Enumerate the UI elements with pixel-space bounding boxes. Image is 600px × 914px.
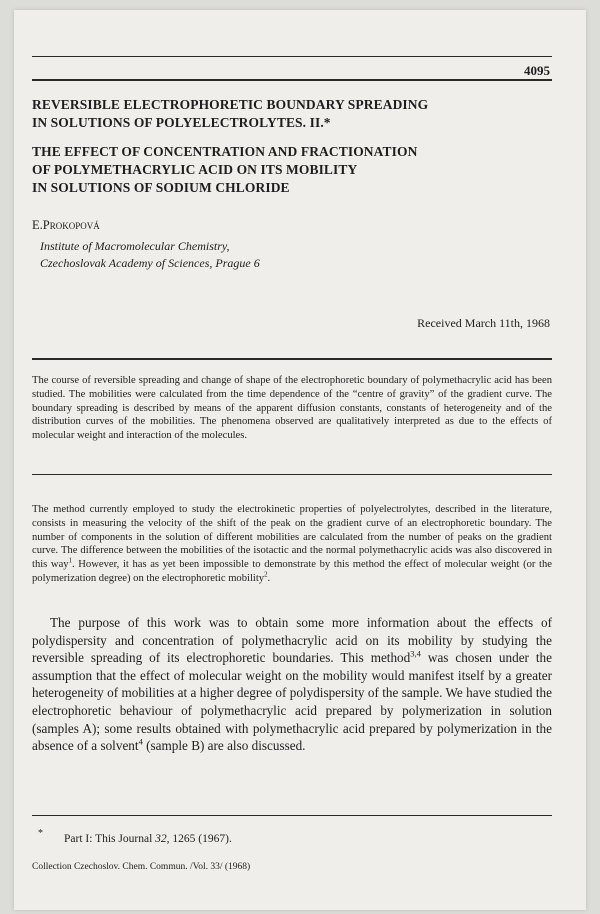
abstract-top-rule bbox=[32, 358, 552, 360]
author-name: E.Prokopová bbox=[32, 218, 100, 232]
author-affiliation: Institute of Macromolecular Chemistry, Czechoslovak Academy of Sciences, Prague 6 bbox=[40, 239, 260, 270]
subtitle-line: OF POLYMETHACRYLIC ACID ON ITS MOBILITY bbox=[32, 162, 358, 177]
abstract-text: The course of reversible spreading and change of shape of the electrophoretic boundary of polymethacrylic acid has been studied. The mobilities were calculated from the time dependence of the “centre of gravity” of the gradient curve. The boundary spreading is described by means of the apparent diffusion constants, constants of heterogeneity and of the distribution curves of the mobilities. The phenomena observed are qualitatively interpreted as due to the effects of molecular weight and interaction of the molecules. bbox=[32, 375, 552, 442]
article-subtitle bbox=[32, 143, 552, 197]
footnote-rule bbox=[32, 815, 552, 816]
footnote-mark: * bbox=[38, 828, 43, 839]
abstract-bottom-rule bbox=[32, 474, 552, 475]
header-rule-thick bbox=[32, 79, 552, 81]
title-line: REVERSIBLE ELECTROPHORETIC BOUNDARY SPREADING bbox=[32, 97, 429, 112]
body-paragraph: The purpose of this work was to obtain some more information about the effects of polydispersity and concentration of polymethacrylic acid on its mobility by studying the reversible spreading of its electrophoretic boundaries. This method$^{3,4}$ was chosen under the assumption that the effect of molecular weight on the mobility would manifest itself by a greater heterogeneity of mobilities at a higher degree of polydispersity of the sample. We have studied the electrophoretic behaviour of polymethacrylic acid prepared by polymerization in solution (samples A); some results obtained with polymethacrylic acid prepared by polymerization in the absence of a solvent$^4$ (sample B) are also discussed. bbox=[32, 615, 552, 754]
citation-ref: 4 bbox=[138, 736, 143, 747]
journal-page bbox=[14, 10, 586, 910]
journal-citation: Collection Czechoslov. Chem. Commun. /Vol. 33/ (1968) bbox=[32, 862, 251, 872]
title-line: IN SOLUTIONS OF POLYELECTROLYTES. II.* bbox=[32, 115, 331, 130]
footnote-text: Part I: This Journal 32, 1265 (1967). bbox=[64, 833, 232, 845]
page-number: 4095 bbox=[524, 63, 550, 78]
subtitle-line: THE EFFECT OF CONCENTRATION AND FRACTIONATION bbox=[32, 144, 418, 159]
citation-ref: 1 bbox=[68, 557, 73, 565]
received-date: Received March 11th, 1968 bbox=[417, 316, 550, 330]
intro-paragraph: The method currently employed to study the electrokinetic properties of polyelectrolytes, described in the literature, consists in measuring the velocity of the shift of the peak on the gradient curve of an electrophoretic boundary. The number of components in the solution of different mobilities are calculated from the number of peaks on the gradient curve. The difference between the mobilities of the isotactic and the normal polymethacrylic acids was also discovered in this way$^1$. However, it has as yet been impossible to demonstrate by this method the effect of molecular weight (or the polymerization degree) on the electrophoretic mobility$^2$. bbox=[32, 504, 552, 584]
subtitle-line: IN SOLUTIONS OF SODIUM CHLORIDE bbox=[32, 180, 290, 195]
citation-ref: 3,4 bbox=[410, 648, 421, 659]
article-title bbox=[32, 96, 552, 132]
citation-ref: 2 bbox=[264, 571, 268, 579]
header-rule-thin bbox=[32, 56, 552, 57]
